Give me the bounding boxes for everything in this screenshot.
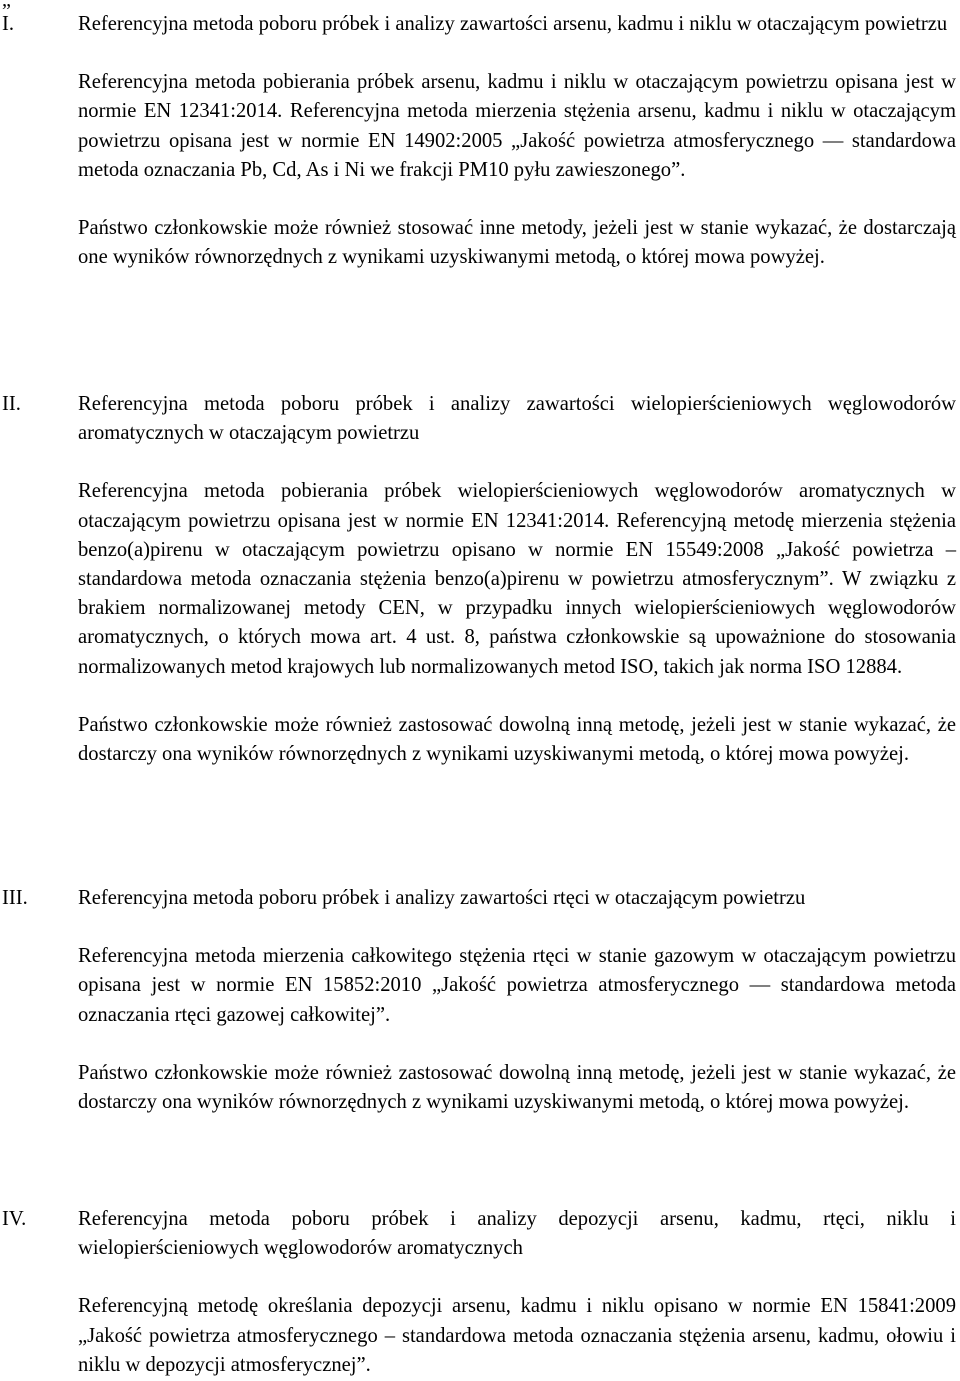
section-number: IV.	[2, 1208, 27, 1230]
paragraph: Referencyjna metoda pobierania próbek arsenu, kadmu i niklu w otaczającym powietrzu opisana jest w normie EN 12341:2014. Referencyjna metoda mierzenia stężenia arsenu, kadmu i niklu w otaczającym powietrzu opisana jest w normie EN 14902:2005 „Jakość powietrza atmosferycznego — standardowa metoda oznaczania Pb, Cd, As i Ni we frakcji PM10 pyłu zawieszonego”.	[78, 71, 956, 181]
section-number: III.	[2, 887, 28, 909]
section-body	[78, 884, 956, 1117]
section-heading: Referencyjna metoda poboru próbek i analizy zawartości rtęci w otaczającym powietrzu	[78, 887, 806, 909]
paragraph: Referencyjna metoda mierzenia całkowitego stężenia rtęci w stanie gazowym w otaczającym powietrzu opisana jest w normie EN 15852:2010 „Jakość powietrza atmosferycznego — standardowa metoda oznaczania rtęci gazowej całkowitej”.	[78, 945, 956, 1026]
section-body	[78, 10, 956, 272]
paragraph: Państwo członkowskie może również zastosować dowolną inną metodę, jeżeli jest w stanie wykazać, że dostarczy ona wyników równorzędnych z wynikami uzyskiwanymi metodą, o której mowa powyżej.	[78, 1061, 956, 1114]
opening-quote-mark: „	[2, 0, 11, 11]
section-heading: Referencyjna metoda poboru próbek i analizy zawartości wielopierścieniowych węglowodorów aromatycznych w otaczającym powietrzu	[78, 393, 956, 445]
paragraph: Referencyjną metodę określania depozycji arsenu, kadmu i niklu opisano w normie EN 15841:2009 „Jakość powietrza atmosferycznego – standardowa metoda oznaczania stężenia arsenu, kadmu, ołowiu i niklu w depozycji atmosferycznej”.	[78, 1295, 956, 1376]
section-body	[78, 390, 956, 769]
paragraph: Państwo członkowskie może również stosować inne metody, jeżeli jest w stanie wykazać, że dostarczają one wyników równorzędnych z wynikami uzyskiwanymi metodą, o której mowa powyżej.	[78, 217, 956, 269]
section-heading: Referencyjna metoda poboru próbek i analizy depozycji arsenu, kadmu, rtęci, niklu i wielopierścieniowych węglowodorów aromatycznych	[78, 1208, 956, 1260]
section-number: II.	[2, 393, 21, 415]
section-body	[78, 1205, 956, 1380]
paragraph: Referencyjna metoda pobierania próbek wielopierścieniowych węglowodorów aromatycznych w otaczającym powietrzu opisana jest w normie EN 12341:2014. Referencyjną metodę mierzenia stężenia benzo(a)pirenu w otaczającym powietrzu opisano w normie EN 15549:2008 „Jakość powietrza – standardowa metoda oznaczania stężenia benzo(a)pirenu w powietrzu atmosferycznym”. W związku z brakiem normalizowanej metody CEN, w przypadku innych wielopierścieniowych węglowodorów aromatycznych, o których mowa art. 4 ust. 8, państwa członkowskie są upoważnione do stosowania normalizowanych metod krajowych lub normalizowanych metod ISO, takich jak norma ISO 12884.	[78, 480, 956, 678]
paragraph: Państwo członkowskie może również zastosować dowolną inną metodę, jeżeli jest w stanie wykazać, że dostarczy ona wyników równorzędnych z wynikami uzyskiwanymi metodą, o której mowa powyżej.	[78, 713, 956, 766]
section-heading: Referencyjna metoda poboru próbek i analizy zawartości arsenu, kadmu i niklu w otaczającym powietrzu	[78, 13, 948, 35]
section-number: I.	[2, 13, 15, 35]
